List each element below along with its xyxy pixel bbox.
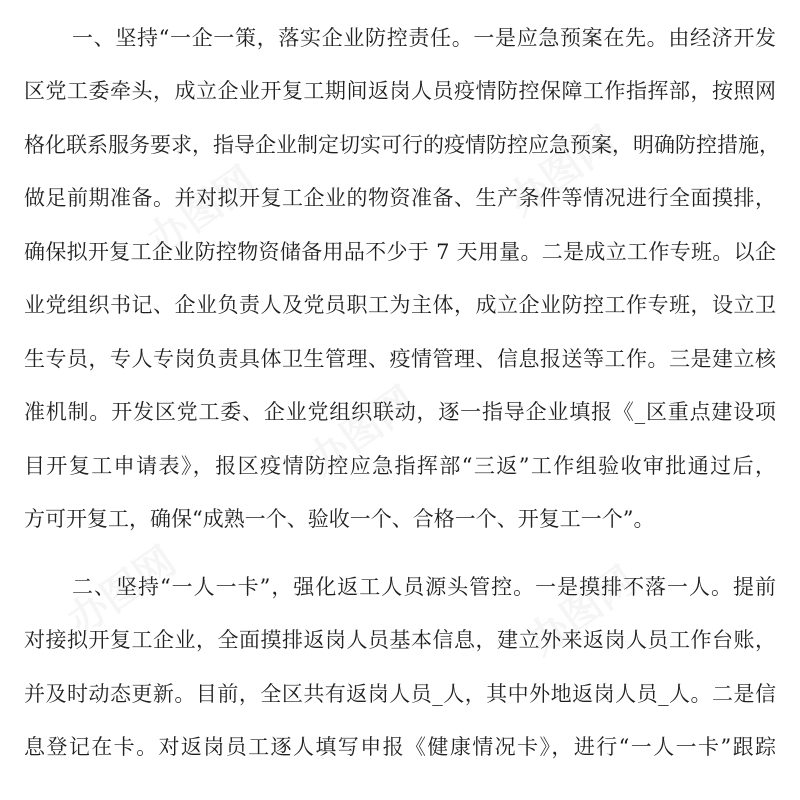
text-line: 格化联系服务要求，指导企业制定切实可行的疫情防控应急预案，明确防控措施，: [24, 133, 780, 157]
text-line: 生专员，专人专岗负责具体卫生管理、疫情管理、信息报送等工作。三是建立核: [24, 347, 776, 371]
text-line: 目开复工申请表》，报区疫情防控应急指挥部“三返”工作组验收审批通过后，: [24, 454, 776, 478]
text-line: 区党工委牵头，成立企业开复工期间返岗人员疫情防控保障工作指挥部，按照网: [24, 79, 776, 103]
watermark: 办图网: [299, 378, 425, 485]
text-line: 并及时动态更新。目前，全区共有返岗人员_人，其中外地返岗人员_人。二是信: [24, 682, 776, 706]
text-line: 二、坚持“一人一卡”，强化返工人员源头管控。一是摸排不落一人。提前: [72, 575, 776, 599]
text-line: 业党组织书记、企业负责人及党员职工为主体，成立企业防控工作专班，设立卫: [24, 293, 776, 317]
watermark: 办图网: [139, 158, 265, 265]
text-line: 确保拟开复工企业防控物资储备用品不少于 7 天用量。二是成立工作专班。以企: [24, 240, 776, 264]
text-line: 对接拟开复工企业，全面摸排返岗人员基本信息，建立外来返岗人员工作台账，: [24, 628, 776, 652]
watermark: 办图网: [499, 118, 625, 225]
text-line: 方可开复工，确保“成熟一个、验收一个、合格一个、开复工一个”。: [24, 507, 655, 531]
text-line: 准机制。开发区党工委、企业党组织联动，逐一指导企业填报《_区重点建设项: [24, 400, 776, 424]
text-line: 一、坚持“一企一策，落实企业防控责任。一是应急预案在先。由经济开发: [72, 26, 776, 50]
text-line: 息登记在卡。对返岗员工逐人填写申报《健康情况卡》，进行“一人一卡”跟踪: [24, 735, 776, 759]
watermark: 办图网: [519, 558, 645, 665]
watermark: 办图网: [59, 538, 185, 645]
text-line: 做足前期准备。并对拟开复工企业的物资准备、生产条件等情况进行全面摸排，: [24, 186, 776, 210]
